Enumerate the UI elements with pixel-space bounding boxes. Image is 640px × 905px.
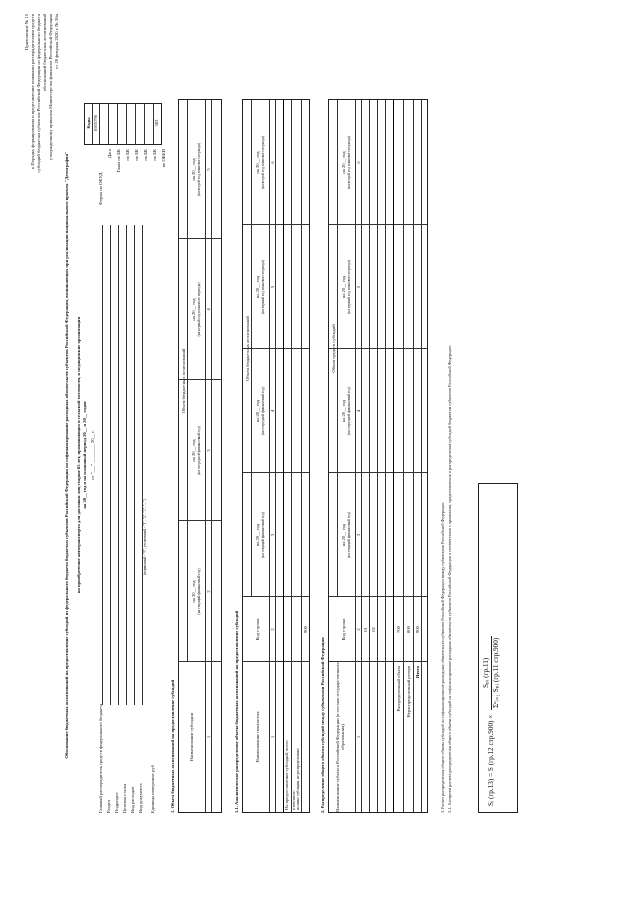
form-title: Обоснование бюджетных ассигнований на предоставление субсидий из федерального бюджета бюджетам субъектов Российской Федерации на софинансирование расходных обязательств субъектов Российской Федерации, возникающих при реализации национального проекта "Демография" <box>64 151 69 759</box>
s2-col-y1-hint: (на текущий финансовый год) <box>347 512 351 558</box>
s11-num-6: 6 <box>270 161 275 164</box>
s2-code-900: 900 <box>415 626 420 633</box>
s1-col-y2: на 20__ год <box>191 439 196 462</box>
s2-num-2: 2 <box>356 628 361 631</box>
s2-row-undistributed: Нераспределенный резерв <box>406 666 411 718</box>
appendix-line-6: от 20 февраля 2020 г. № 26н <box>54 14 59 69</box>
okud-label: Форма по ОКУД <box>98 172 103 205</box>
s2-code-700: 700 <box>396 626 401 633</box>
s11-num-4: 4 <box>270 409 275 413</box>
s1-num-3: 3 <box>206 449 211 452</box>
s1-col-name: Наименование субсидии <box>189 712 194 762</box>
form-subtitle: на приобретение автотранспорта для доставки лиц старше 65 лет, проживающих в сельской местности, в медицинские организации <box>76 316 81 594</box>
s2-col-name: Наименование субъекта Российской Федерации (в составе государственного образования) <box>335 662 346 812</box>
s11-row-total: На предоставление субсидий, всего <box>284 740 289 810</box>
s11-col-group: Объем бюджетных ассигнований <box>245 316 250 381</box>
field-exp-type-line <box>129 225 135 705</box>
field-section: Раздел <box>106 800 111 813</box>
s11-col-y2: на 20__ год <box>255 399 260 423</box>
field-target: Целевая статья <box>122 783 127 813</box>
field-doc-type: Вид документа <box>138 783 143 813</box>
codes-box <box>84 103 162 145</box>
s2-row-total: Итого <box>415 666 420 679</box>
formula-numerator: Sₚᵢ (гр.11) <box>482 636 492 710</box>
field-exp-type: Вид расходов <box>130 786 135 813</box>
code-row-bk1: по БК <box>125 149 130 161</box>
s11-col-name: Наименование показателя <box>255 711 260 763</box>
section11-title: 1.1. Аналитическое распределение объема бюджетных ассигнований на предоставление субсидий <box>234 610 239 813</box>
section1-table <box>178 99 222 813</box>
s1-col-y4-hint: (на второй год планового периода) <box>197 143 201 196</box>
footnote-3: 3. Расчет распределения общего объема субсидий на софинансирование расходных обязательств субъектов Российской Федерации между субъектами Российской Федерации <box>440 502 445 813</box>
s11-col-code: Код строки <box>255 618 260 641</box>
field-unit: Единица измерения: руб <box>150 765 155 813</box>
s2-col-y4: на 20__ год <box>341 151 346 174</box>
s11-col-y3: на 20__ год <box>255 275 260 299</box>
s1-num-5: 5 <box>206 168 211 171</box>
formula-denominator: Σⁿᵢ₌₁ Sₚᵢ (гр.11 стр.900) <box>492 637 500 708</box>
formula-fraction <box>482 636 501 710</box>
s11-col-y1-hint: (на текущий финансовый год) <box>261 512 265 558</box>
code-row-date: Дата <box>107 149 112 159</box>
field-subsection: Подраздел <box>114 792 119 813</box>
s11-col-y3-hint: (на первый год планового периода) <box>261 260 265 314</box>
s11-num-1: 1 <box>270 735 275 739</box>
appendix-line-4: обоснований бюджетных ассигнований <box>42 14 47 92</box>
s2-col-code: Код строки <box>341 618 346 641</box>
s1-col-y3-hint: (на первый год планового периода) <box>197 282 201 337</box>
field-gr: Главный распорядитель средств федерального бюджета <box>98 703 103 813</box>
okud-value: 0505790 <box>93 114 98 132</box>
s2-col-y3: на 20__ год <box>341 275 346 299</box>
s1-col-y1: на 20__ год <box>191 580 196 603</box>
appendix-line-2: к Порядку формирования и представления главными распорядителями средств <box>30 14 35 169</box>
s2-num-1: 1 <box>356 735 361 739</box>
s11-col-y4-hint: (на второй год планового периода) <box>261 136 265 189</box>
section11-table <box>242 99 310 813</box>
s1-col-y3: на 20__ год <box>191 298 196 321</box>
code-row-bk3: по БК <box>143 149 148 161</box>
s2-code-800: 800 <box>406 626 411 633</box>
section1-title: 1. Объем бюджетных ассигнований на предоставление субсидий <box>170 679 175 813</box>
s2-col-y4-hint: (на второй год планового периода) <box>347 136 351 189</box>
appendix-line-5: утвержденному приказом Министерства финансов Российской Федерации <box>48 14 53 160</box>
field-subsection-line <box>113 225 119 705</box>
s11-num-2: 2 <box>270 628 275 631</box>
s2-col-y3-hint: (на первый год планового периода) <box>347 260 351 314</box>
okei-value: 383 <box>154 119 159 127</box>
s1-col-y2-hint: (на очередной финансовый год) <box>197 426 201 475</box>
s11-col-y1: на 20__ год <box>255 523 260 547</box>
s1-col-y1-hint: (на текущий финансовый год) <box>197 568 201 615</box>
code-row-okei: по ОКЕИ <box>161 149 166 168</box>
s2-code-01: 01 <box>363 627 368 632</box>
section2-title: 2. Распределение общего объема субсидий между субъектами Российской Федерации <box>320 637 325 813</box>
formula-box <box>478 483 518 813</box>
s2-code-02: 02 <box>371 627 376 632</box>
s2-num-3: 3 <box>356 533 361 537</box>
s11-num-3: 3 <box>270 533 275 537</box>
s1-num-2: 2 <box>206 590 211 593</box>
form-date: от "___" ________ 20__ г. <box>90 430 95 480</box>
field-target-line <box>121 225 127 705</box>
s2-row-distributed: Распределенный объем <box>396 666 401 712</box>
s11-num-5: 5 <box>270 285 275 289</box>
formula-lhs: Sᵢ (гр.13) = S (гр.12 стр.900) × <box>487 714 496 806</box>
s11-col-y4: на 20__ год <box>255 151 260 174</box>
codes-header: Коды <box>86 117 91 129</box>
field-section-line <box>105 225 111 705</box>
s11-row-incl: в том числе: <box>292 790 296 810</box>
code-row-glava: Глава по БК <box>116 149 121 173</box>
form-period: на 20__ год и на плановый период 20__ и 20__ годов <box>82 401 87 509</box>
s2-num-4: 4 <box>356 409 361 413</box>
s11-row-incl2: на иные субсидии, не распределенные <box>296 748 300 810</box>
footnote-3-1: 3.1. Алгоритм расчета распределения общего объема субсидий на софинансирование расходных обязательств субъектов Российской Федерации в соответствии с правилами, предоставления и распределения субсидий бюджетам субъектов Российской Федерации <box>447 345 452 813</box>
s2-col-y2-hint: (на очередной финансовый год) <box>347 386 351 436</box>
section2-table <box>328 99 428 813</box>
s2-col-y1: на 20__ год <box>341 523 346 547</box>
code-row-bk2: по БК <box>134 149 139 161</box>
appendix-line-1: Приложение № 15 <box>24 14 29 50</box>
s11-code-900: 900 <box>303 626 308 633</box>
appendix-line-3: субсидий бюджетам субъектов Российской Федерации из федерального бюджета <box>36 14 41 173</box>
s2-col-y2: на 20__ год <box>341 399 346 423</box>
s2-num-6: 6 <box>356 161 361 164</box>
s2-col-group: Объем средств субсидий <box>331 324 336 373</box>
s2-num-5: 5 <box>356 285 361 289</box>
field-doc-type-line <box>137 225 143 705</box>
s11-col-y2-hint: (на очередной финансовый год) <box>261 386 265 436</box>
s1-num-4: 4 <box>206 308 211 311</box>
s1-num-1: 1 <box>206 735 211 739</box>
doc-type-hint: (первичный - "0", уточненный - "1", "2", "3", "...") <box>143 499 147 575</box>
s1-col-y4: на 20__ год <box>191 158 196 181</box>
code-row-bk4: по БК <box>152 149 157 161</box>
s1-col-group: Объем бюджетных ассигнований <box>181 348 186 414</box>
field-gr-line <box>97 225 103 705</box>
